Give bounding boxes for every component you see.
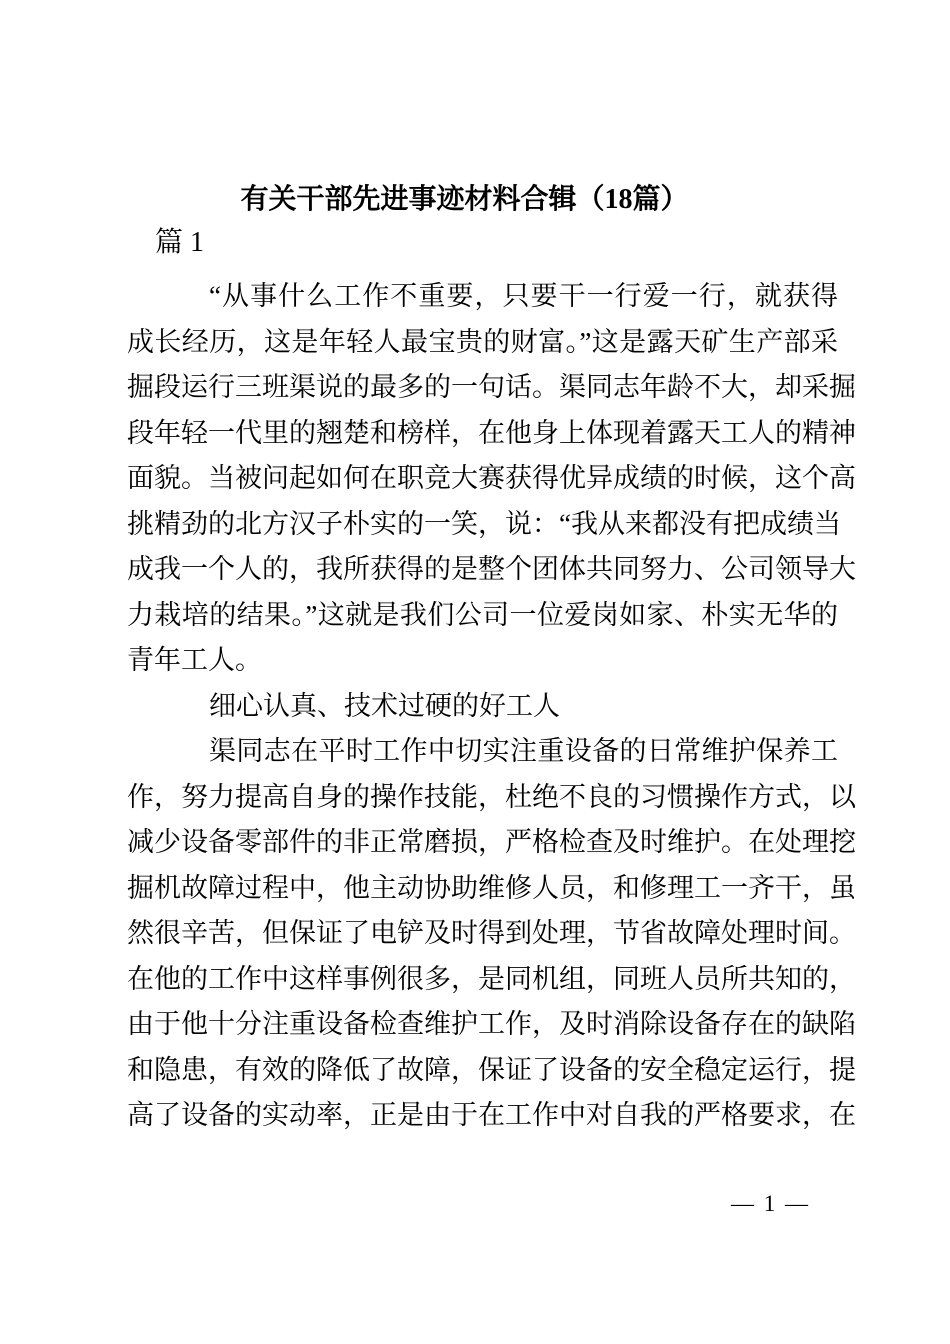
text-line: 力栽培的结果。”这就是我们公司一位爱岗如家、朴实无华的 bbox=[127, 599, 838, 630]
document-title: 有关干部先进事迹材料合辑（18篇） bbox=[240, 184, 689, 215]
text-line: 作，努力提高自身的操作技能，杜绝不良的习惯操作方式，以 bbox=[127, 781, 856, 812]
text-line: 然很辛苦，但保证了电铲及时得到处理，节省故障处理时间。 bbox=[127, 918, 856, 948]
text-line: 掘机故障过程中，他主动协助维修人员，和修理工一齐干，虽 bbox=[127, 872, 856, 903]
section-subheading bbox=[127, 684, 838, 730]
text-line: 掘段运行三班渠说的最多的一句话。渠同志年龄不大，却采掘 bbox=[127, 372, 856, 402]
text-line: 和隐患，有效的降低了故障，保证了设备的安全稳定运行，提 bbox=[127, 1054, 856, 1085]
text-line: 段年轻一代里的翘楚和榜样，在他身上体现着露天工人的精神 bbox=[127, 417, 856, 448]
text-line: “从事什么工作不重要，只要干一行爱一行，就获得 bbox=[209, 281, 838, 311]
text-block bbox=[127, 0, 856, 1139]
document-body bbox=[127, 274, 856, 1139]
part-label: 篇 1 bbox=[155, 227, 205, 258]
text-line: 青年工人。 bbox=[127, 645, 262, 675]
text-line: 面貌。当被问起如何在职竞大赛获得优异成绩的时候，这个高 bbox=[127, 463, 856, 493]
text-line: 减少设备零部件的非正常磨损，严格检查及时维护。在处理挖 bbox=[127, 827, 856, 857]
text-line: 高了设备的实动率，正是由于在工作中对自我的严格要求，在 bbox=[127, 1100, 856, 1130]
page-number: — 1 — bbox=[731, 1191, 810, 1216]
paragraph bbox=[127, 729, 856, 1139]
text-line: 由于他十分注重设备检查维护工作，及时消除设备存在的缺陷 bbox=[127, 1009, 856, 1039]
text-line: 在他的工作中这样事例很多，是同机组，同班人员所共知的， bbox=[127, 963, 856, 994]
text-line: 细心认真、技术过硬的好工人 bbox=[209, 690, 560, 721]
text-line: 成长经历，这是年轻人最宝贵的财富。”这是露天矿生产部采 bbox=[127, 326, 838, 357]
text-line: 渠同志在平时工作中切实注重设备的日常维护保养工 bbox=[209, 736, 838, 766]
paragraph bbox=[127, 274, 856, 684]
text-line: 成我一个人的，我所获得的是整个团体共同努力、公司领导大 bbox=[127, 554, 856, 584]
text-line: 挑精劲的北方汉子朴实的一笑，说：“我从来都没有把成绩当 bbox=[127, 508, 841, 539]
